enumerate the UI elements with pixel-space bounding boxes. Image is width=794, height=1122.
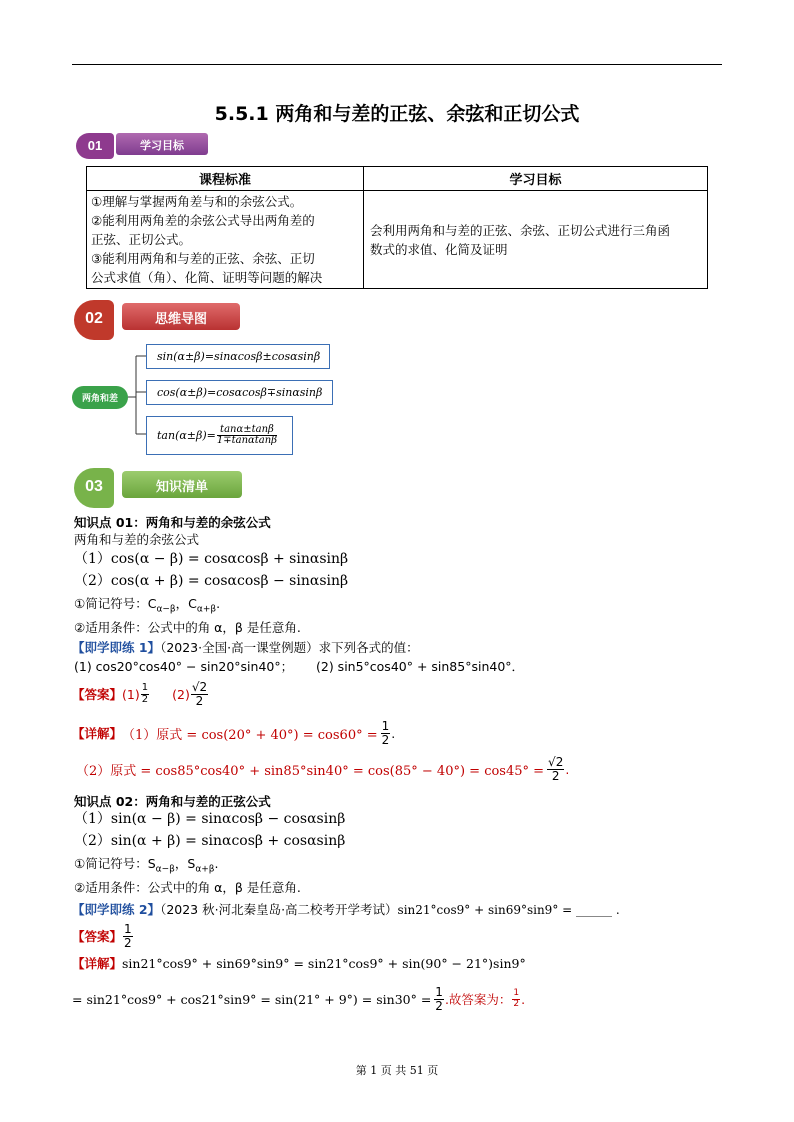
kp1-detail-2 [76,752,569,786]
kp2-heading: 知识点 02：两角和与差的正弦公式 [74,794,271,809]
kp1-question-1: (1) cos20°cos40° − sin20°sin40°； [74,659,294,674]
section-num-02: 02 [85,310,103,327]
table-header-standard: 课程标准 [87,167,364,191]
kp1-heading: 知识点 01：两角和与差的余弦公式 [74,515,271,530]
numerator: 1 [381,718,390,733]
denominator: 2 [381,732,390,747]
kp1-question-2: (2) sin5°cos40° + sin85°sin40°． [316,659,525,674]
note-subscript: α−β [155,864,175,875]
tan-denominator: 1∓tanαtanβ [216,435,277,446]
detail-text: sin21°cos9° + sin69°sin9° = sin21°cos9° + sin(90° − 21°)sin9° [122,956,526,971]
page-footer: 第 1 页 共 51 页 [355,1064,439,1077]
section-header-03 [74,468,244,508]
note-text: ①简记符号：S [74,856,156,871]
kp2-detail-1 [72,954,526,972]
answer-tag: 【答案】 [72,687,123,702]
kp2-note-condition: ②适用条件：公式中的角 α，β 是任意角. [74,880,301,895]
kp2-formula-2: （2）sin(α + β) = sinαcosβ + cosαsinβ [74,833,346,849]
kp1-exercise-line [72,638,419,656]
exercise-source: （2023 秋·河北秦皇岛·高二校考开学考试） [160,902,398,917]
section-label-02: 思维导图 [154,312,207,327]
kp2-detail-2 [72,982,525,1016]
denominator: 2 [551,768,560,783]
mindmap-center-node: 两角和差 [72,386,128,409]
conclusion-fraction [512,989,520,1009]
note-text: ，C [175,596,197,611]
goal-line: 会利用两角和与差的正弦、余弦、正切公式进行三角函 [370,222,671,238]
numerator: 1 [141,682,149,693]
detail-conclusion: .故答案为： [444,992,512,1007]
answer-tag: 【答案】 [72,929,123,944]
exercise-tag: 【即学即练 1】 [72,640,161,655]
numerator: √2 [191,679,208,694]
detail-fraction [547,756,564,782]
answer-part-1: (1) [122,686,140,702]
exercise-source: （2023·全国·高一课堂例题）求下列各式的值： [160,640,419,655]
note-text: ①简记符号：C [74,596,157,611]
note-subscript: α+β [195,864,215,875]
period: . [521,991,526,1007]
note-text: ，S [174,856,196,871]
exercise-question: sin21°cos9° + sin69°sin9° = ______ . [397,903,620,917]
detail-fraction [381,720,391,746]
page-title: 5.5.1 两角和与差的正弦、余弦和正切公式 [214,103,580,125]
kp1-detail-1 [72,718,395,748]
tan-fraction [217,425,277,447]
numerator: 1 [513,988,520,999]
numerator: 1 [435,984,443,999]
note-text: . [214,856,219,871]
denominator: 2 [513,998,520,1009]
answer-fraction-2 [191,681,208,707]
period: . [565,761,570,777]
standard-line: 正弦、正切公式。 [91,232,192,247]
section-label-01: 学习目标 [140,139,184,152]
kp1-formula-2: （2）cos(α + β) = cosαcosβ − sinαsinβ [74,573,349,589]
mindmap-cos-formula: cos(α±β)=cosαcosβ∓sinαsinβ [146,380,333,405]
detail-text: （1）原式 = cos(20° + 40°) = cos60° = [122,727,378,743]
tan-numerator: tanα±tanβ [217,425,277,437]
note-subscript: α+β [196,604,217,615]
kp2-formula-1: （1）sin(α − β) = sinαcosβ − cosαsinβ [74,811,346,827]
answer-part-2: (2) [172,686,190,702]
standard-line: 公式求值（角）、化简、证明等问题的解决 [91,270,323,285]
answer-fraction-1 [141,683,149,705]
kp2-note-symbol [74,854,219,875]
detail-fraction [434,986,444,1012]
mindmap-sin-formula: sin(α±β)=sinαcosβ±cosαsinβ [146,344,330,369]
section-num-01: 01 [87,138,103,153]
kp2-exercise-line [72,900,620,918]
section-num-03: 03 [85,478,103,495]
denominator: 2 [435,998,443,1013]
denominator: 2 [195,693,204,708]
detail-text: = sin21°cos9° + cos21°sin9° = sin(21° + 9°) = sin30° = [72,991,432,1007]
denominator: 2 [141,693,149,705]
denominator: 2 [124,935,132,950]
standard-line: ①理解与掌握两角差与和的余弦公式。 [91,194,303,209]
goal-line: 数式的求值、化简及证明 [370,241,508,257]
kp1-subheading: 两角和与差的余弦公式 [74,532,200,547]
kp1-note-condition: ②适用条件：公式中的角 α，β 是任意角. [74,620,301,635]
detail-text: （2）原式 = cos85°cos40° + sin85°sin40° = cos(85° − 40°) = cos45° = [76,763,545,779]
numerator: 1 [124,921,132,936]
kp2-answer-line [72,918,134,954]
table-header-goal: 学习目标 [364,167,708,191]
detail-tag: 【详解】 [72,726,123,741]
kp1-formula-1: （1）cos(α − β) = cosαcosβ + sinαsinβ [74,551,349,567]
kp1-answer-line [72,676,209,712]
detail-tag: 【详解】 [72,956,123,971]
standard-line: ③能利用两角和与差的正弦、余弦、正切 [91,251,315,266]
note-text: . [216,596,221,611]
numerator: √2 [548,754,564,769]
note-subscript: α−β [156,604,176,615]
kp1-note-symbol [74,594,220,615]
section-label-03: 知识清单 [155,480,208,495]
standard-line: ②能利用两角差的余弦公式导出两角差的 [91,213,315,228]
exercise-tag: 【即学即练 2】 [72,902,161,917]
answer-fraction [123,923,133,949]
tan-lhs: tan(α±β)= [157,429,216,442]
period: . [391,725,396,741]
mindmap-tan-formula [146,416,293,455]
